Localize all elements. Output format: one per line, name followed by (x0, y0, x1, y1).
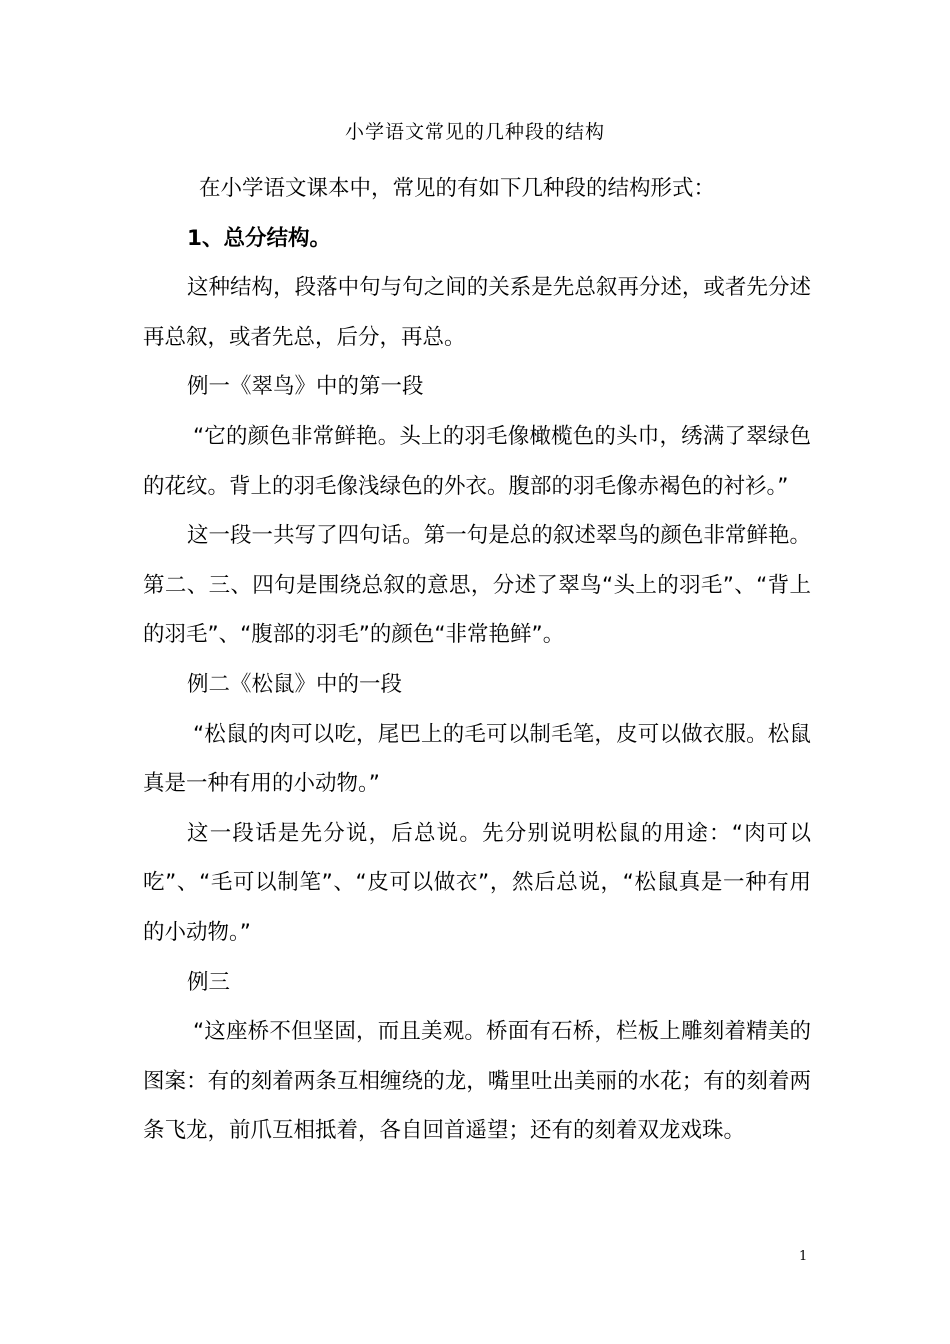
example2-label: 例二《松鼠》中的一段 (187, 671, 403, 697)
document-body (143, 164, 811, 1156)
example3-quote: “这座桥不但坚固，而且美观。桥面有石桥，栏板上雕刻着精美的图案：有的刻着两条互相缠绕的龙，嘴里吐出美丽的水花；有的刻着两条飞龙，前爪互相抵着，各自回首遥望；还有的刻着双龙戏珠。 (143, 1019, 811, 1144)
section-description: 这种结构，段落中句与句之间的关系是先总叙再分述，或者先分述再总叙，或者先总，后分，再总。 (143, 275, 811, 350)
section-heading: 1、总分结构。 (187, 225, 331, 251)
example2-quote: “松鼠的肉可以吃，尾巴上的毛可以制毛笔，皮可以做衣服。松鼠真是一种有用的小动物。” (143, 721, 811, 797)
example1-label: 例一《翠鸟》中的第一段 (187, 374, 424, 400)
intro-paragraph: 在小学语文课本中，常见的有如下几种段的结构形式： (199, 176, 716, 201)
example3-label: 例三 (187, 969, 231, 995)
document-title: 小学语文常见的几种段的结构 (344, 121, 605, 143)
example1-analysis: 这一段一共写了四句话。第一句是总的叙述翠鸟的颜色非常鲜艳。第二、三、四句是围绕总叙的意思，分述了翠鸟“头上的羽毛”、“背上的羽毛”、“腹部的羽毛”的颜色“非常艳鲜”。 (143, 523, 811, 648)
page-number: 1 (799, 1249, 808, 1264)
example2-analysis: 这一段话是先分说，后总说。先分别说明松鼠的用途：“肉可以吃”、“毛可以制笔”、“皮可以做衣”，然后总说，“松鼠真是一种有用的小动物。” (143, 820, 811, 945)
example1-quote: “它的颜色非常鲜艳。头上的羽毛像橄榄色的头巾，绣满了翠绿色的花纹。背上的羽毛像浅绿色的外衣。腹部的羽毛像赤褐色的衬衫。” (143, 423, 811, 499)
